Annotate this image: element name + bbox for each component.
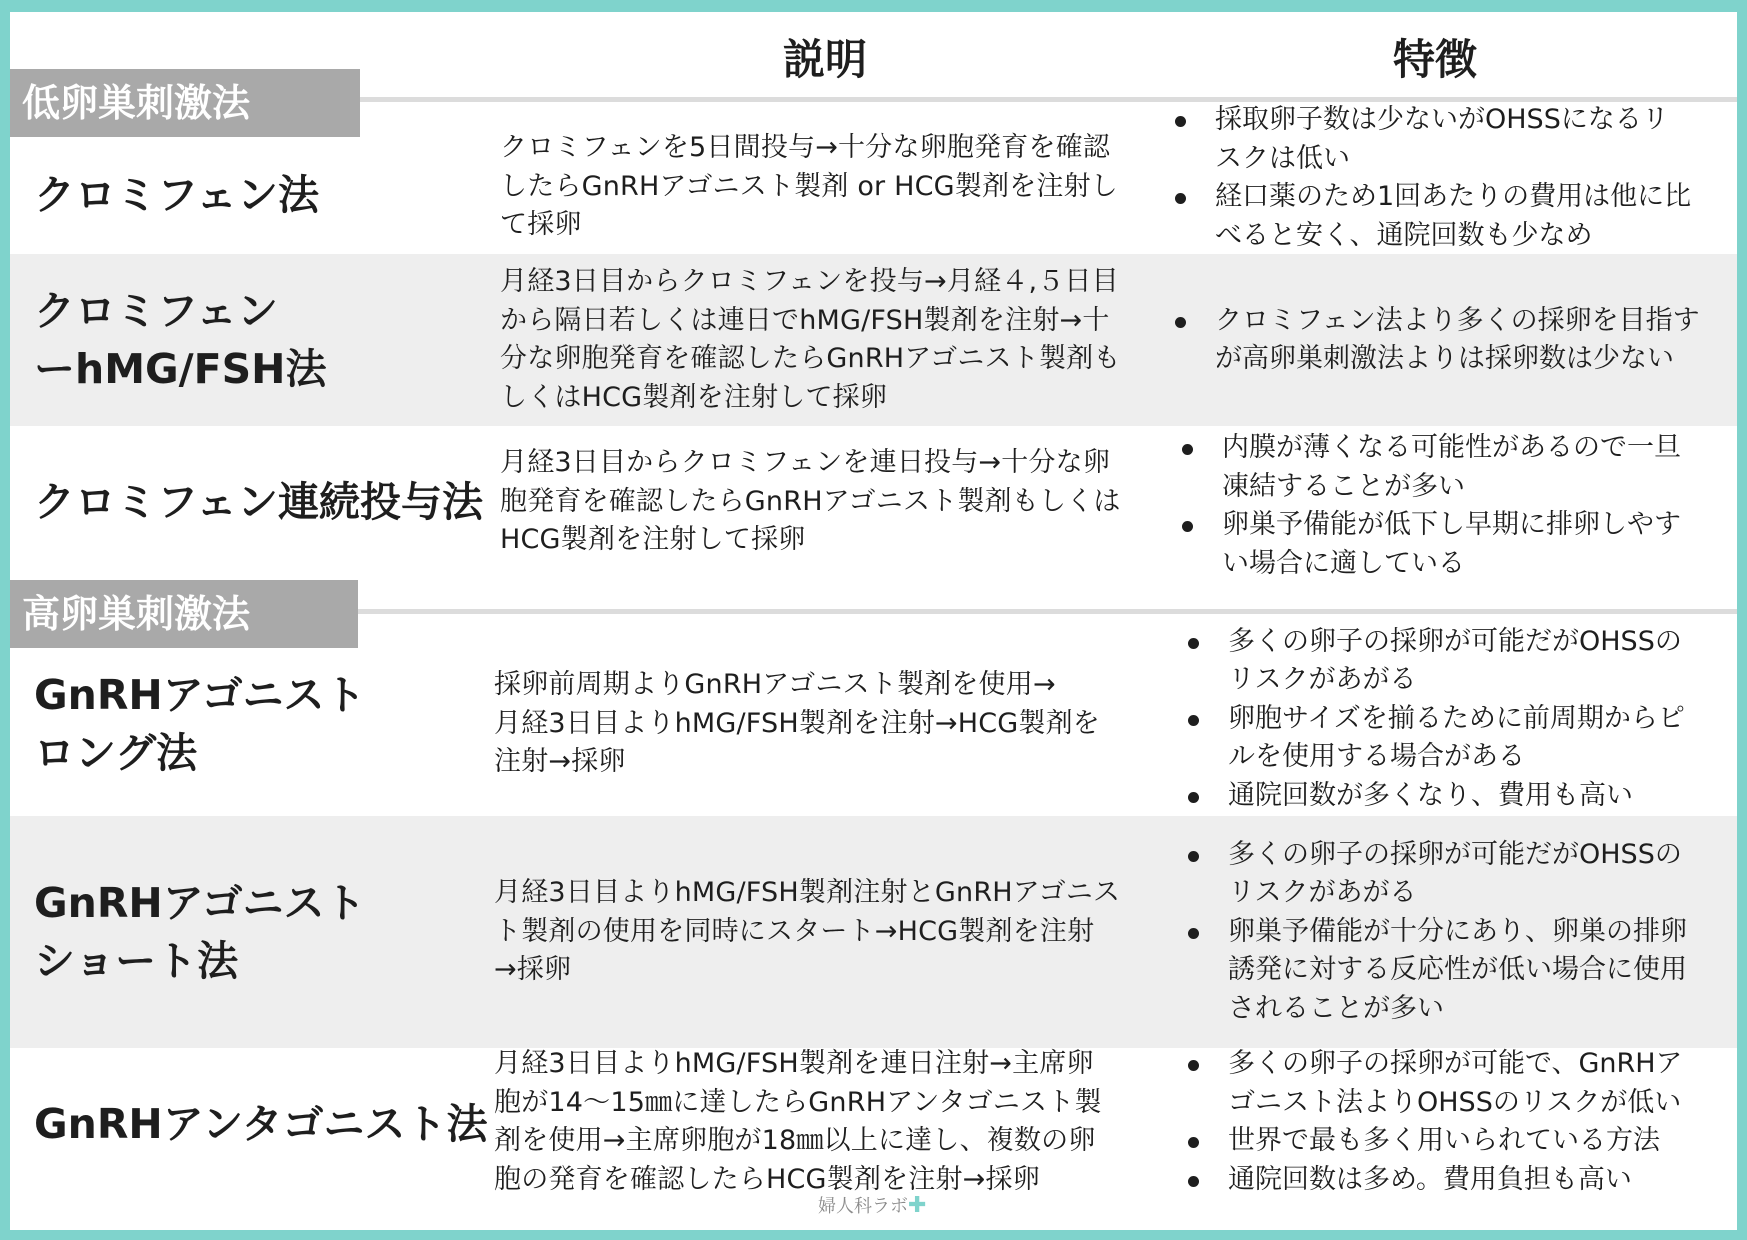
description-line: クロミフェンを5日間投与→十分な卵胞発育を確認 <box>500 132 1111 164</box>
feature-item <box>1169 178 1724 255</box>
description-line: 剤を使用→主席卵胞が18㎜以上に達し、複数の卵 <box>494 1125 1096 1156</box>
description-line: 月経3日目よりhMG/FSH製剤を連日注射→主席卵 <box>494 1048 1094 1079</box>
description-line: しくはHCG製剤を注射して採卵 <box>500 381 888 413</box>
method-name <box>34 136 504 254</box>
description-line: 月経3日目よりhMG/FSH製剤を注射→HCG製剤を <box>494 707 1101 739</box>
feature-item <box>1182 623 1737 700</box>
feature-item <box>1169 302 1724 379</box>
feature-line: い場合に適している <box>1222 547 1465 579</box>
feature-line: 内膜が薄くなる可能性があるので一旦 <box>1222 432 1681 463</box>
feature-item <box>1182 836 1737 913</box>
feature-line: 経口薬のため1回あたりの費用は他に比 <box>1215 181 1692 212</box>
description-line: ト製剤の使用を同時にスタート→HCG製剤を注射 <box>494 915 1095 947</box>
watermark-text: 婦人科ラボ <box>818 1196 908 1217</box>
column-header-features: 特徴 <box>1392 35 1477 84</box>
feature-line: リスクがあがる <box>1228 664 1417 696</box>
section-title-low-stimulation: 低卵巣刺激法 <box>10 69 360 137</box>
method-description <box>494 632 1174 816</box>
description-line: したらGnRHアゴニスト製剤 or HCG製剤を注射し <box>500 170 1119 202</box>
feature-item <box>1182 1045 1737 1122</box>
feature-line: されることが多い <box>1228 992 1444 1024</box>
method-name-line: GnRHアンタゴニスト法 <box>34 1100 488 1148</box>
table-card <box>10 12 1737 1230</box>
description-line: 胞が14〜15㎜に達したらGnRHアンタゴニスト製 <box>494 1086 1102 1118</box>
feature-line: ゴニスト法よりOHSSのリスクが低い <box>1228 1086 1682 1118</box>
method-description <box>500 254 1180 426</box>
section-divider <box>340 609 1737 614</box>
column-header-description: 説明 <box>782 35 867 84</box>
description-line: →採卵 <box>494 954 572 986</box>
method-features <box>1182 1042 1737 1202</box>
feature-line: 多くの卵子の採卵が可能だがOHSSの <box>1228 838 1682 870</box>
method-features <box>1169 102 1724 254</box>
method-name-line: ロング法 <box>34 729 198 777</box>
plus-icon: ✚ <box>908 1193 927 1218</box>
description-line: から隔日若しくは連日でhMG/FSH製剤を注射→十 <box>500 304 1110 336</box>
method-name-line: クロミフェン法 <box>34 171 319 219</box>
bullet-icon <box>1188 715 1199 726</box>
feature-item <box>1182 1122 1737 1161</box>
method-name-line: ショート法 <box>34 937 239 985</box>
feature-line: 通院回数は多め。費用負担も高い <box>1228 1163 1632 1195</box>
bullet-icon <box>1188 1060 1199 1071</box>
feature-line: が高卵巣刺激法よりは採卵数は少ない <box>1215 343 1674 374</box>
feature-item <box>1169 101 1724 178</box>
feature-line: 通院回数が多くなり、費用も高い <box>1228 779 1633 811</box>
bullet-icon <box>1188 851 1199 862</box>
feature-line: 多くの卵子の採卵が可能で、GnRHア <box>1228 1048 1683 1079</box>
feature-line: 世界で最も多く用いられている方法 <box>1228 1125 1660 1156</box>
bullet-icon <box>1188 1176 1199 1187</box>
method-name-line: GnRHアゴニスト <box>34 879 366 927</box>
bullet-icon <box>1188 1137 1199 1148</box>
bullet-icon <box>1182 444 1193 455</box>
description-line: 月経3日目よりhMG/FSH製剤注射とGnRHアゴニス <box>494 877 1121 909</box>
bullet-icon <box>1188 928 1199 939</box>
brand-watermark <box>818 1192 926 1218</box>
method-features <box>1176 426 1731 586</box>
section-title-high-stimulation: 高卵巣刺激法 <box>10 580 358 648</box>
bullet-icon <box>1175 193 1186 204</box>
bullet-icon <box>1182 521 1193 532</box>
feature-line: 多くの卵子の採卵が可能だがOHSSの <box>1228 625 1682 657</box>
description-line: 月経3日目からクロミフェンを連日投与→十分な卵 <box>500 447 1111 479</box>
feature-item <box>1182 700 1737 777</box>
bullet-icon <box>1175 116 1186 127</box>
feature-line: 誘発に対する反応性が低い場合に使用 <box>1228 954 1687 986</box>
description-line: HCG製剤を注射して採卵 <box>500 524 806 556</box>
method-name-line: ーhMG/FSH法 <box>34 345 327 393</box>
feature-line: 卵胞サイズを揃るために前周期からピ <box>1228 702 1685 734</box>
feature-line: スクは低い <box>1215 142 1350 174</box>
method-description <box>500 120 1180 254</box>
method-description <box>494 1042 1174 1202</box>
method-description <box>494 816 1174 1048</box>
feature-line: 卵巣予備能が十分にあり、卵巣の排卵 <box>1228 915 1687 947</box>
method-name-line: GnRHアゴニスト <box>34 671 366 719</box>
description-line: 胞発育を確認したらGnRHアゴニスト製剤もしくは <box>500 485 1121 517</box>
feature-item <box>1182 913 1737 1029</box>
description-line: 月経3日目からクロミフェンを投与→月経４,５日目 <box>500 266 1119 297</box>
feature-item <box>1176 506 1731 583</box>
feature-item <box>1176 429 1731 506</box>
bullet-icon <box>1175 317 1186 328</box>
feature-item <box>1182 1161 1737 1200</box>
feature-line: 卵巣予備能が低下し早期に排卵しやす <box>1222 509 1681 540</box>
description-line: 胞の発育を確認したらHCG製剤を注射→採卵 <box>494 1163 1040 1195</box>
method-features <box>1182 816 1737 1048</box>
method-name <box>34 1048 504 1200</box>
method-name <box>34 426 504 578</box>
method-features <box>1169 254 1724 426</box>
feature-line: ルを使用する場合がある <box>1228 741 1525 773</box>
feature-item <box>1182 777 1737 816</box>
method-description <box>500 426 1180 578</box>
feature-line: べると安く、通院回数も少なめ <box>1215 219 1593 251</box>
description-line: 分な卵胞発育を確認したらGnRHアゴニスト製剤も <box>500 343 1121 374</box>
method-name <box>34 254 504 426</box>
feature-line: リスクがあがる <box>1228 877 1417 909</box>
description-line: 注射→採卵 <box>494 746 626 778</box>
feature-line: 凍結することが多い <box>1222 470 1465 502</box>
method-name-line: クロミフェン連続投与法 <box>34 478 483 526</box>
feature-line: クロミフェン法より多くの採卵を目指す <box>1215 304 1700 336</box>
description-line: て採卵 <box>500 209 582 241</box>
description-line: 採卵前周期よりGnRHアゴニスト製剤を使用→ <box>494 669 1056 701</box>
bullet-icon <box>1188 638 1199 649</box>
method-name-line: クロミフェン <box>34 287 278 335</box>
feature-line: 採取卵子数は少ないがOHSSになるリ <box>1215 104 1669 135</box>
method-features <box>1182 622 1737 816</box>
method-name <box>34 816 504 1048</box>
bullet-icon <box>1188 792 1199 803</box>
method-name <box>34 632 504 816</box>
